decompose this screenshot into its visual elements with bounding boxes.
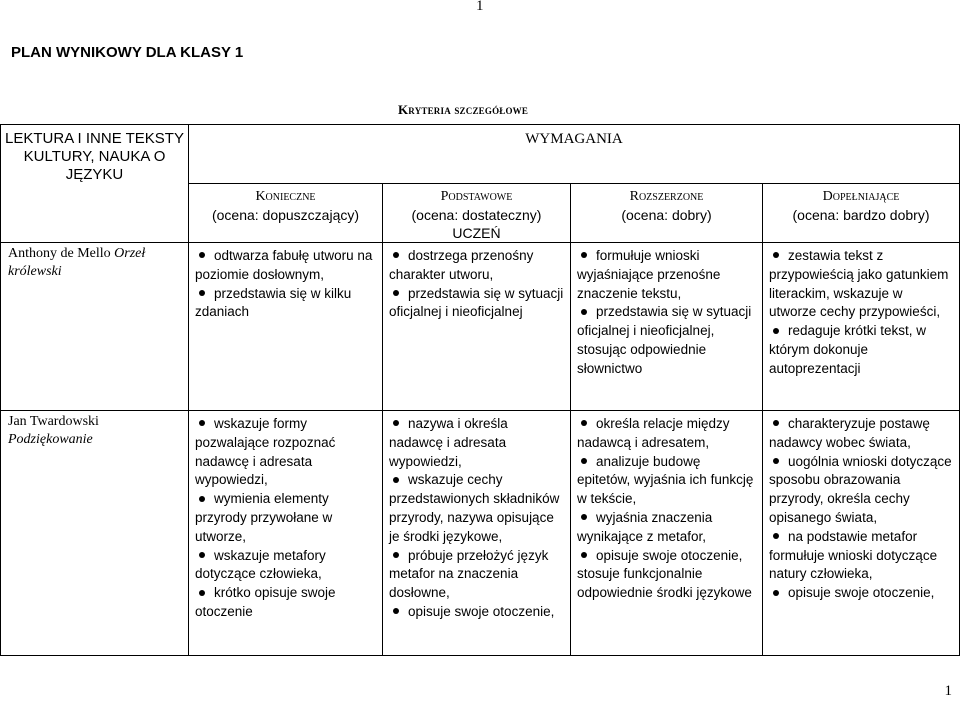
level-rozszerzone [571,184,763,243]
level-name: Konieczne [255,189,316,204]
rozszerzone-cell [571,411,763,656]
list-item: redaguje krótki tekst, w którym dokonuje autoprezentacji [769,323,927,376]
bullet-icon [199,290,205,296]
bullet-icon [773,420,779,426]
bullet-icon [199,252,205,258]
list-item: wskazuje metafory dotyczące człowieka, [195,547,326,582]
author-name: Jan Twardowski [8,414,99,429]
konieczne-cell [189,411,383,656]
bullet-icon [773,458,779,464]
bullet-icon [393,552,399,558]
bullet-icon [393,477,399,483]
requirements-table [0,124,960,656]
list-item: wskazuje cechy przedstawionych składników przyrody, nazywa opisujące je środki językowe, [389,472,560,544]
podstawowe-cell [383,411,571,656]
list-item: próbuje przełożyć język metafor na znaczenia dosłowne, [389,547,549,601]
list-item: przedstawia się w sytuacji oficjalnej i nieoficjalnej [389,285,564,320]
list-item: odtwarza fabułę utworu na poziomie dosłownym, [195,248,373,282]
level-podstawowe [383,184,571,243]
list-item: nazywa i określa nadawcę i adresata wypowiedzi, [389,416,508,469]
list-item: dostrzega przenośny charakter utworu, [389,248,534,282]
list-item: formułuje wnioski wyjaśniające przenośne znaczenie tekstu, [577,248,721,301]
bullet-icon [393,252,399,258]
list-item: określa relacje między nadawcą i adresatem, [577,416,730,450]
bullet-icon [581,252,587,258]
bullet-icon [199,552,205,558]
lektura-header: LEKTURA I INNE TEKSTY KULTURY, NAUKA O JĘZYKU [1,125,189,243]
page-number-bottom: 1 [944,683,952,699]
bullet-icon [199,420,205,426]
list-item: przedstawia się w sytuacji oficjalnej i nieoficjalnej, stosując odpowiednie słownictwo [577,304,752,376]
list-item: przedstawia się w kilku zdaniach [195,285,352,320]
bullet-icon [199,496,205,502]
list-item: opisuje swoje otoczenie, [769,584,953,603]
level-grade: (ocena: bardzo dobry) [792,207,930,223]
list-item: analizuje budowę epitetów, wyjaśnia ich funkcję w tekście, [577,453,754,507]
bullet-icon [773,328,779,334]
level-grade: (ocena: dostateczny) [411,207,542,223]
dopelniajace-cell [763,243,960,411]
list-item: charakteryzuje postawę nadawcy wobec świata, [769,416,930,450]
lektura-cell [1,243,189,411]
bullet-icon [581,514,587,520]
list-item: wymienia elementy przyrody przywołane w utworze, [195,491,333,544]
list-item: uogólnia wnioski dotyczące sposobu obrazowania przyrody, określa cechy opisanego świata, [769,453,952,525]
list-item: wyjaśnia znaczenia wynikające z metafor, [577,509,713,544]
level-name: Rozszerzone [629,189,704,204]
level-konieczne [189,184,383,243]
uczen-label: UCZEŃ [452,225,501,241]
podstawowe-cell [383,243,571,411]
list-item: krótko opisuje swoje otoczenie [195,585,336,619]
lektura-cell [1,411,189,656]
list-item: zestawia tekst z przypowieścią jako gatunkiem literackim, wskazuje w utworze cechy przypowieści, [769,248,949,320]
level-name: Podstawowe [440,189,513,204]
bullet-icon [581,420,587,426]
bullet-icon [581,552,587,558]
work-title: Orzeł królewski [8,246,146,279]
page-number-top: 1 [476,0,484,14]
wymagania-header: WYMAGANIA [189,125,960,184]
bullet-icon [393,608,399,614]
table-row [1,411,960,656]
level-name: Dopełniające [822,189,900,204]
level-dopelniajace [763,184,960,243]
bullet-icon [393,420,399,426]
level-grade: (ocena: dobry) [621,207,712,223]
table-row [1,243,960,411]
dopelniajace-cell [763,411,960,656]
bullet-icon [581,458,587,464]
list-item: na podstawie metafor formułuje wnioski dotyczące natury człowieka, [769,528,938,582]
bullet-icon [773,590,779,596]
konieczne-cell [189,243,383,411]
document-title: PLAN WYNIKOWY DLA KLASY 1 [11,44,244,61]
bullet-icon [393,290,399,296]
list-item: wskazuje formy pozwalające rozpoznać nadawcę i adresata wypowiedzi, [195,416,336,488]
criteria-heading: Kryteria szczegółowe [398,102,529,117]
bullet-icon [773,252,779,258]
work-title: Podziękowanie [8,432,93,447]
list-item: opisuje swoje otoczenie, stosuje funkcjonalnie odpowiednie środki językowe [577,547,752,601]
level-grade: (ocena: dopuszczający) [211,207,360,223]
bullet-icon [581,309,587,315]
bullet-icon [199,590,205,596]
author-name: Anthony de Mello [8,246,111,261]
list-item: opisuje swoje otoczenie, [389,603,564,622]
rozszerzone-cell [571,243,763,411]
bullet-icon [773,533,779,539]
